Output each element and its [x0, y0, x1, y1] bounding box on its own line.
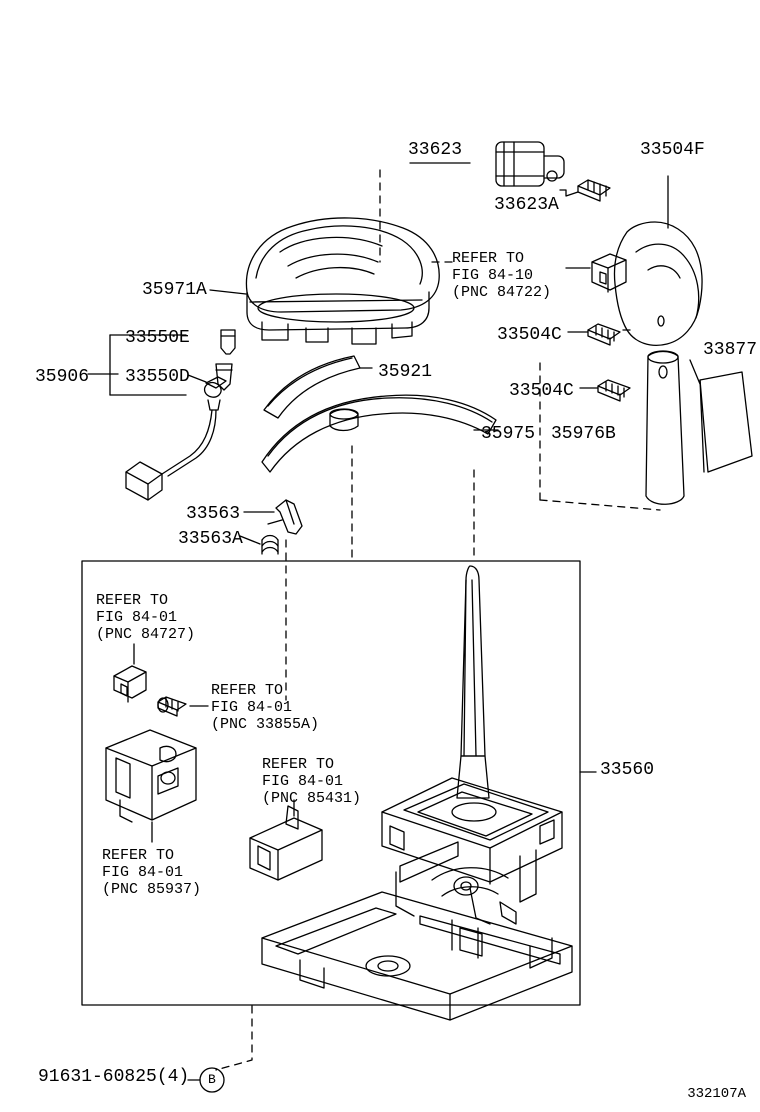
ref-84727-shape	[114, 666, 146, 702]
part-label-33623: 33623	[408, 140, 463, 160]
ref-85937-line2: FIG 84-01	[102, 864, 184, 881]
part-35975-shape	[262, 395, 496, 472]
part-label-35971A: 35971A	[142, 280, 207, 300]
part-label-91631: 91631-60825(4)	[38, 1067, 190, 1087]
part-label-33877: 33877	[703, 340, 758, 360]
ref-85431-line3: (PNC 85431)	[262, 790, 362, 807]
part-33623A-shape	[578, 180, 610, 201]
part-label-33550E: 33550E	[125, 328, 190, 348]
ref-33855a-line3: (PNC 33855A)	[211, 716, 320, 733]
part-label-35921: 35921	[378, 362, 433, 382]
part-label-33560: 33560	[600, 760, 655, 780]
ref-85431-shape	[250, 806, 322, 880]
ref-85937-line3: (PNC 85937)	[102, 881, 202, 898]
ref-84722-shape	[592, 254, 626, 292]
part-label-33563A: 33563A	[178, 529, 243, 549]
part-label-33504C-top: 33504C	[497, 325, 562, 345]
part-33504C-1-shape	[588, 324, 620, 345]
diagram-code: 332107A	[687, 1086, 746, 1102]
part-33563-shape	[268, 500, 302, 534]
ref-33855a-line2: FIG 84-01	[211, 699, 293, 716]
part-33563A-shape	[262, 536, 278, 555]
ref-84722-line1: REFER TO	[452, 250, 525, 267]
part-33623-shape	[496, 142, 564, 186]
part-35971A-shape	[246, 218, 439, 344]
ref-84727-line3: (PNC 84727)	[96, 626, 196, 643]
ref-85431-line2: FIG 84-01	[262, 773, 344, 790]
ref-85431-line1: REFER TO	[262, 756, 335, 773]
ref-block-85431	[262, 756, 361, 807]
ref-85937-shape	[106, 730, 196, 822]
part-91631-symbol	[188, 1068, 224, 1092]
part-33504F-shape	[615, 222, 703, 345]
ref-84722-line2: FIG 84-10	[452, 267, 534, 284]
ref-85937-line1: REFER TO	[102, 847, 175, 864]
ref-block-85937	[102, 847, 201, 898]
part-label-35906: 35906	[35, 367, 90, 387]
ref-33855a-line1: REFER TO	[211, 682, 284, 699]
ref-84722-line3: (PNC 84722)	[452, 284, 552, 301]
ref-84727-line2: FIG 84-01	[96, 609, 178, 626]
bolt-symbol-label: B	[208, 1072, 216, 1087]
part-33550E-shape	[221, 330, 235, 354]
part-33504C-2-shape	[598, 380, 630, 401]
part-label-35976B: 35976B	[551, 424, 616, 444]
part-label-33504F: 33504F	[640, 140, 705, 160]
part-label-33623A: 33623A	[494, 195, 559, 215]
ref-84727-line1: REFER TO	[96, 592, 169, 609]
part-33877-shape	[646, 351, 752, 504]
ref-block-84727	[96, 592, 195, 643]
part-label-35975: 35975	[481, 424, 536, 444]
ref-33855a-screw-shape	[158, 697, 186, 716]
part-label-33504C-bottom: 33504C	[509, 381, 574, 401]
part-label-33550D: 33550D	[125, 367, 190, 387]
ref-block-84722	[452, 250, 551, 301]
part-label-33563: 33563	[186, 504, 241, 524]
ref-block-33855a	[211, 682, 319, 733]
